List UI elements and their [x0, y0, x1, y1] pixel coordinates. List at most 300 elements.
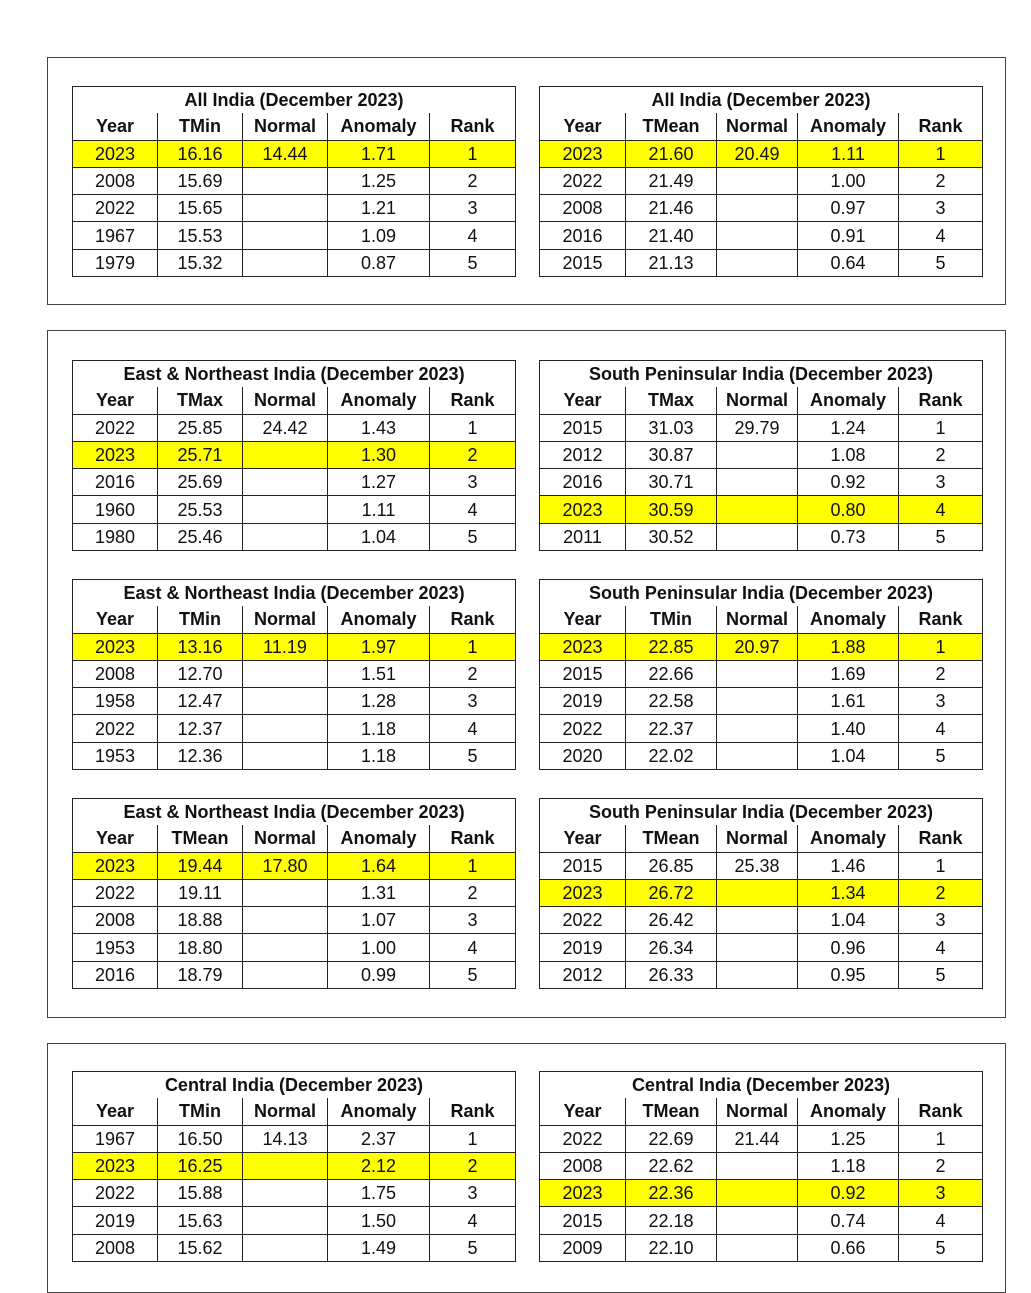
cell-rank: 4 — [430, 715, 516, 742]
cell-value: 19.44 — [158, 852, 243, 879]
col-header-param: TMean — [626, 825, 717, 852]
col-header-normal: Normal — [717, 113, 798, 140]
cell-rank: 1 — [899, 852, 983, 879]
cell-anomaly: 1.04 — [798, 907, 899, 934]
cell-year: 2023 — [540, 496, 626, 523]
col-header-normal: Normal — [717, 1098, 798, 1125]
cell-rank: 5 — [899, 742, 983, 769]
table-title: South Peninsular India (December 2023) — [540, 580, 983, 607]
cell-normal — [243, 469, 328, 496]
col-header-param: TMin — [158, 1098, 243, 1125]
cell-rank: 1 — [899, 140, 983, 167]
col-header-param: TMax — [626, 387, 717, 414]
cell-anomaly: 0.96 — [798, 934, 899, 961]
cell-anomaly: 1.24 — [798, 414, 899, 441]
table-row — [73, 907, 516, 934]
cell-normal — [717, 660, 798, 687]
cell-year: 2022 — [73, 879, 158, 906]
table-row — [73, 934, 516, 961]
cell-normal — [717, 1180, 798, 1207]
table-row — [73, 1180, 516, 1207]
cell-year: 1967 — [73, 222, 158, 249]
table-title: All India (December 2023) — [73, 87, 516, 114]
table-row — [540, 523, 983, 550]
cell-year: 2016 — [540, 469, 626, 496]
table-row — [73, 1152, 516, 1179]
cell-anomaly: 1.64 — [328, 852, 430, 879]
table-row — [73, 1125, 516, 1152]
col-header-rank: Rank — [430, 606, 516, 633]
cell-normal: 17.80 — [243, 852, 328, 879]
col-header-rank: Rank — [899, 1098, 983, 1125]
cell-normal — [243, 742, 328, 769]
col-header-year: Year — [540, 113, 626, 140]
cell-normal — [243, 715, 328, 742]
col-header-anomaly: Anomaly — [328, 825, 430, 852]
cell-rank: 4 — [430, 496, 516, 523]
cell-normal — [717, 195, 798, 222]
cell-value: 16.25 — [158, 1152, 243, 1179]
table-row — [73, 1207, 516, 1234]
cell-anomaly: 1.27 — [328, 469, 430, 496]
cell-value: 15.88 — [158, 1180, 243, 1207]
cell-year: 1980 — [73, 523, 158, 550]
cell-value: 16.16 — [158, 140, 243, 167]
table-row — [540, 1207, 983, 1234]
table-row — [73, 441, 516, 468]
cell-rank: 3 — [430, 1180, 516, 1207]
cell-value: 30.71 — [626, 469, 717, 496]
table-row — [73, 167, 516, 194]
cell-value: 15.62 — [158, 1234, 243, 1261]
cell-anomaly: 1.51 — [328, 660, 430, 687]
cell-anomaly: 1.30 — [328, 441, 430, 468]
col-header-normal: Normal — [243, 825, 328, 852]
table-row — [73, 140, 516, 167]
cell-value: 26.85 — [626, 852, 717, 879]
cell-normal — [717, 249, 798, 276]
table-title: All India (December 2023) — [540, 87, 983, 114]
cell-anomaly: 1.31 — [328, 879, 430, 906]
cell-value: 15.32 — [158, 249, 243, 276]
cell-value: 12.36 — [158, 742, 243, 769]
cell-value: 30.52 — [626, 523, 717, 550]
cell-value: 26.72 — [626, 879, 717, 906]
cell-normal — [717, 523, 798, 550]
cell-value: 15.53 — [158, 222, 243, 249]
col-header-rank: Rank — [899, 825, 983, 852]
table-title: East & Northeast India (December 2023) — [73, 361, 516, 388]
cell-anomaly: 1.40 — [798, 715, 899, 742]
cell-normal — [243, 496, 328, 523]
cell-anomaly: 0.80 — [798, 496, 899, 523]
table-row — [73, 879, 516, 906]
table-title: East & Northeast India (December 2023) — [73, 799, 516, 826]
cell-year: 2023 — [73, 140, 158, 167]
col-header-anomaly: Anomaly — [328, 1098, 430, 1125]
cell-anomaly: 1.97 — [328, 633, 430, 660]
cell-year: 2023 — [73, 441, 158, 468]
cell-value: 22.62 — [626, 1152, 717, 1179]
col-header-rank: Rank — [430, 1098, 516, 1125]
cell-rank: 5 — [430, 742, 516, 769]
col-header-anomaly: Anomaly — [328, 113, 430, 140]
cell-anomaly: 0.97 — [798, 195, 899, 222]
cell-rank: 1 — [430, 852, 516, 879]
cell-rank: 2 — [899, 167, 983, 194]
table-central-india-december-2023-tmean — [539, 1071, 983, 1262]
cell-normal — [243, 523, 328, 550]
cell-rank: 3 — [899, 1180, 983, 1207]
col-header-anomaly: Anomaly — [328, 387, 430, 414]
table-row — [73, 1234, 516, 1261]
table-row — [540, 715, 983, 742]
col-header-rank: Rank — [899, 113, 983, 140]
cell-normal — [243, 660, 328, 687]
cell-year: 2019 — [540, 688, 626, 715]
cell-year: 2015 — [540, 660, 626, 687]
cell-value: 25.53 — [158, 496, 243, 523]
cell-year: 2023 — [540, 140, 626, 167]
cell-normal — [243, 195, 328, 222]
cell-anomaly: 0.91 — [798, 222, 899, 249]
cell-rank: 2 — [430, 441, 516, 468]
cell-value: 25.46 — [158, 523, 243, 550]
cell-value: 21.46 — [626, 195, 717, 222]
table-row — [73, 660, 516, 687]
cell-rank: 5 — [430, 1234, 516, 1261]
cell-anomaly: 1.11 — [798, 140, 899, 167]
cell-rank: 2 — [899, 441, 983, 468]
col-header-year: Year — [73, 825, 158, 852]
cell-normal: 14.13 — [243, 1125, 328, 1152]
cell-anomaly: 1.61 — [798, 688, 899, 715]
table-east-and-northeast-india-december-2023-tmax — [72, 360, 516, 551]
cell-normal — [243, 1180, 328, 1207]
cell-year: 2015 — [540, 249, 626, 276]
col-header-param: TMax — [158, 387, 243, 414]
col-header-normal: Normal — [243, 387, 328, 414]
cell-year: 2022 — [73, 1180, 158, 1207]
cell-rank: 3 — [430, 907, 516, 934]
col-header-year: Year — [540, 606, 626, 633]
table-row — [540, 414, 983, 441]
cell-value: 26.33 — [626, 961, 717, 988]
cell-year: 2022 — [540, 715, 626, 742]
cell-anomaly: 1.21 — [328, 195, 430, 222]
table-title: Central India (December 2023) — [540, 1072, 983, 1099]
cell-value: 22.18 — [626, 1207, 717, 1234]
cell-value: 25.69 — [158, 469, 243, 496]
cell-value: 22.58 — [626, 688, 717, 715]
col-header-year: Year — [73, 113, 158, 140]
cell-normal — [717, 961, 798, 988]
cell-normal: 21.44 — [717, 1125, 798, 1152]
cell-normal — [717, 907, 798, 934]
cell-year: 2023 — [73, 633, 158, 660]
cell-rank: 3 — [899, 195, 983, 222]
cell-value: 15.69 — [158, 167, 243, 194]
cell-value: 25.71 — [158, 441, 243, 468]
table-row — [540, 222, 983, 249]
cell-value: 12.47 — [158, 688, 243, 715]
cell-year: 2008 — [540, 1152, 626, 1179]
cell-anomaly: 1.09 — [328, 222, 430, 249]
table-row — [540, 660, 983, 687]
col-header-rank: Rank — [899, 387, 983, 414]
cell-rank: 4 — [899, 715, 983, 742]
table-row — [540, 469, 983, 496]
cell-normal — [717, 1207, 798, 1234]
cell-rank: 4 — [899, 222, 983, 249]
table-row — [540, 934, 983, 961]
col-header-normal: Normal — [243, 113, 328, 140]
cell-value: 19.11 — [158, 879, 243, 906]
cell-year: 2008 — [540, 195, 626, 222]
col-header-param: TMean — [626, 113, 717, 140]
cell-year: 2023 — [73, 1152, 158, 1179]
table-row — [73, 961, 516, 988]
cell-rank: 2 — [899, 879, 983, 906]
table-row — [540, 1180, 983, 1207]
cell-rank: 4 — [430, 934, 516, 961]
cell-rank: 3 — [899, 688, 983, 715]
cell-year: 2008 — [73, 1234, 158, 1261]
cell-normal — [717, 469, 798, 496]
cell-anomaly: 0.74 — [798, 1207, 899, 1234]
cell-anomaly: 1.11 — [328, 496, 430, 523]
cell-anomaly: 1.50 — [328, 1207, 430, 1234]
cell-rank: 5 — [430, 523, 516, 550]
cell-rank: 2 — [430, 1152, 516, 1179]
col-header-year: Year — [540, 825, 626, 852]
cell-year: 1967 — [73, 1125, 158, 1152]
cell-anomaly: 0.73 — [798, 523, 899, 550]
cell-anomaly: 1.18 — [328, 742, 430, 769]
cell-normal: 24.42 — [243, 414, 328, 441]
col-header-anomaly: Anomaly — [798, 387, 899, 414]
cell-value: 18.80 — [158, 934, 243, 961]
cell-anomaly: 1.49 — [328, 1234, 430, 1261]
table-title: South Peninsular India (December 2023) — [540, 361, 983, 388]
cell-value: 12.70 — [158, 660, 243, 687]
col-header-anomaly: Anomaly — [798, 606, 899, 633]
cell-normal — [243, 879, 328, 906]
cell-year: 2020 — [540, 742, 626, 769]
cell-rank: 5 — [430, 249, 516, 276]
cell-value: 22.10 — [626, 1234, 717, 1261]
cell-year: 2022 — [73, 195, 158, 222]
cell-anomaly: 1.43 — [328, 414, 430, 441]
cell-year: 2022 — [540, 907, 626, 934]
cell-anomaly: 1.46 — [798, 852, 899, 879]
cell-rank: 2 — [430, 879, 516, 906]
cell-rank: 5 — [899, 249, 983, 276]
table-row — [540, 167, 983, 194]
cell-year: 2015 — [540, 414, 626, 441]
cell-year: 1953 — [73, 934, 158, 961]
cell-rank: 1 — [899, 1125, 983, 1152]
cell-anomaly: 1.04 — [798, 742, 899, 769]
cell-rank: 3 — [430, 688, 516, 715]
col-header-rank: Rank — [430, 825, 516, 852]
cell-normal — [717, 167, 798, 194]
table-row — [540, 633, 983, 660]
cell-value: 22.66 — [626, 660, 717, 687]
cell-value: 13.16 — [158, 633, 243, 660]
col-header-anomaly: Anomaly — [798, 113, 899, 140]
cell-normal — [717, 879, 798, 906]
cell-normal — [243, 1234, 328, 1261]
cell-year: 2022 — [73, 414, 158, 441]
col-header-anomaly: Anomaly — [798, 1098, 899, 1125]
cell-year: 2008 — [73, 660, 158, 687]
cell-value: 21.40 — [626, 222, 717, 249]
cell-anomaly: 0.66 — [798, 1234, 899, 1261]
cell-year: 2023 — [540, 879, 626, 906]
cell-rank: 2 — [430, 167, 516, 194]
cell-normal — [717, 222, 798, 249]
cell-value: 15.65 — [158, 195, 243, 222]
col-header-param: TMin — [158, 606, 243, 633]
col-header-rank: Rank — [899, 606, 983, 633]
table-all-india-december-2023-tmean — [539, 86, 983, 277]
cell-normal — [717, 1152, 798, 1179]
cell-value: 21.49 — [626, 167, 717, 194]
cell-normal: 29.79 — [717, 414, 798, 441]
table-row — [540, 907, 983, 934]
cell-year: 2008 — [73, 167, 158, 194]
table-title: South Peninsular India (December 2023) — [540, 799, 983, 826]
cell-anomaly: 0.92 — [798, 1180, 899, 1207]
table-row — [540, 140, 983, 167]
cell-normal — [243, 441, 328, 468]
cell-anomaly: 1.28 — [328, 688, 430, 715]
cell-year: 1958 — [73, 688, 158, 715]
cell-value: 25.85 — [158, 414, 243, 441]
cell-anomaly: 1.75 — [328, 1180, 430, 1207]
table-row — [540, 742, 983, 769]
table-row — [73, 469, 516, 496]
cell-anomaly: 0.87 — [328, 249, 430, 276]
cell-value: 22.69 — [626, 1125, 717, 1152]
col-header-normal: Normal — [717, 606, 798, 633]
cell-anomaly: 1.25 — [328, 167, 430, 194]
col-header-year: Year — [540, 387, 626, 414]
cell-value: 21.60 — [626, 140, 717, 167]
cell-rank: 3 — [899, 469, 983, 496]
table-row — [73, 496, 516, 523]
col-header-param: TMean — [626, 1098, 717, 1125]
table-title: East & Northeast India (December 2023) — [73, 580, 516, 607]
cell-normal: 25.38 — [717, 852, 798, 879]
cell-normal: 20.97 — [717, 633, 798, 660]
table-row — [540, 1152, 983, 1179]
cell-rank: 5 — [899, 523, 983, 550]
table-row — [540, 496, 983, 523]
col-header-normal: Normal — [717, 387, 798, 414]
col-header-normal: Normal — [243, 606, 328, 633]
table-row — [540, 879, 983, 906]
cell-value: 16.50 — [158, 1125, 243, 1152]
cell-anomaly: 1.04 — [328, 523, 430, 550]
cell-value: 18.88 — [158, 907, 243, 934]
cell-value: 22.85 — [626, 633, 717, 660]
cell-rank: 4 — [430, 222, 516, 249]
cell-normal — [243, 961, 328, 988]
cell-value: 30.87 — [626, 441, 717, 468]
table-row — [540, 1125, 983, 1152]
col-header-year: Year — [73, 387, 158, 414]
table-row — [73, 633, 516, 660]
cell-normal — [717, 441, 798, 468]
cell-normal — [243, 1152, 328, 1179]
col-header-param: TMean — [158, 825, 243, 852]
cell-normal — [717, 715, 798, 742]
cell-rank: 4 — [899, 1207, 983, 1234]
col-header-year: Year — [540, 1098, 626, 1125]
cell-year: 2015 — [540, 852, 626, 879]
cell-year: 2023 — [540, 1180, 626, 1207]
col-header-rank: Rank — [430, 387, 516, 414]
table-row — [73, 222, 516, 249]
cell-value: 21.13 — [626, 249, 717, 276]
table-south-peninsular-india-december-2023-tmax — [539, 360, 983, 551]
cell-normal: 11.19 — [243, 633, 328, 660]
cell-rank: 2 — [899, 1152, 983, 1179]
table-south-peninsular-india-december-2023-tmean — [539, 798, 983, 989]
cell-anomaly: 0.99 — [328, 961, 430, 988]
cell-year: 2023 — [540, 633, 626, 660]
cell-year: 1979 — [73, 249, 158, 276]
cell-rank: 2 — [899, 660, 983, 687]
table-east-and-northeast-india-december-2023-tmean — [72, 798, 516, 989]
cell-rank: 5 — [430, 961, 516, 988]
cell-rank: 1 — [430, 1125, 516, 1152]
cell-rank: 1 — [430, 140, 516, 167]
cell-year: 2023 — [73, 852, 158, 879]
cell-rank: 1 — [899, 414, 983, 441]
cell-anomaly: 1.69 — [798, 660, 899, 687]
cell-year: 2019 — [73, 1207, 158, 1234]
col-header-anomaly: Anomaly — [798, 825, 899, 852]
cell-anomaly: 1.71 — [328, 140, 430, 167]
table-row — [540, 1234, 983, 1261]
col-header-param: TMin — [158, 113, 243, 140]
cell-anomaly: 1.18 — [798, 1152, 899, 1179]
cell-normal — [243, 934, 328, 961]
cell-value: 22.02 — [626, 742, 717, 769]
cell-rank: 1 — [430, 414, 516, 441]
cell-normal — [243, 222, 328, 249]
col-header-year: Year — [73, 1098, 158, 1125]
cell-year: 2015 — [540, 1207, 626, 1234]
table-row — [540, 249, 983, 276]
cell-value: 18.79 — [158, 961, 243, 988]
cell-rank: 3 — [899, 907, 983, 934]
col-header-normal: Normal — [243, 1098, 328, 1125]
cell-year: 2022 — [540, 1125, 626, 1152]
table-east-and-northeast-india-december-2023-tmin — [72, 579, 516, 770]
cell-rank: 1 — [430, 633, 516, 660]
cell-year: 2012 — [540, 441, 626, 468]
col-header-normal: Normal — [717, 825, 798, 852]
col-header-param: TMin — [626, 606, 717, 633]
cell-year: 2009 — [540, 1234, 626, 1261]
cell-year: 2016 — [540, 222, 626, 249]
cell-year: 2022 — [540, 167, 626, 194]
cell-rank: 5 — [899, 961, 983, 988]
